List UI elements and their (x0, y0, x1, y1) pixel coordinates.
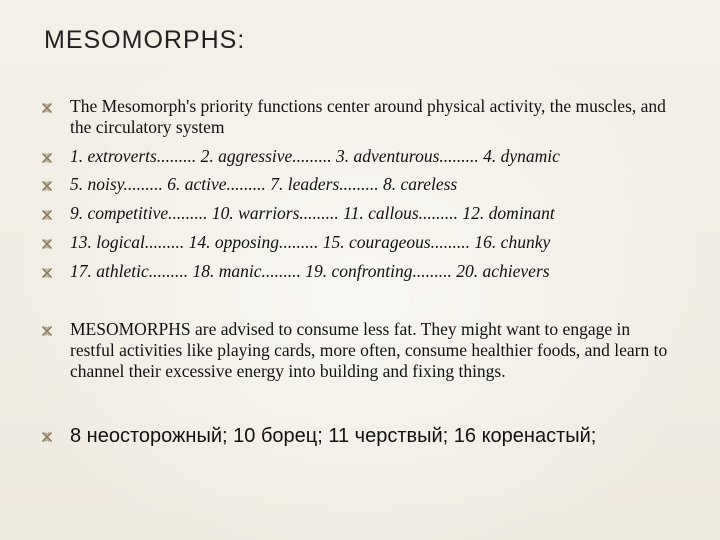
list-item: 1. extroverts......... 2. aggressive......... 3. adventurous......... 4. dynamic (70, 146, 560, 166)
list-item: 8 неосторожный; 10 борец; 11 черствый; 16 коренастый; (70, 425, 597, 447)
x-cross-bullet-icon (40, 430, 54, 444)
slide-title: MESOMORPHS: (44, 26, 246, 54)
list-item: 17. athletic......... 18. manic......... 19. confronting......... 20. achievers (70, 261, 550, 281)
x-cross-bullet-icon (40, 101, 54, 115)
list-item: 9. competitive......... 10. warriors......... 11. callous......... 12. dominant (70, 203, 555, 223)
list-item: 5. noisy......... 6. active......... 7. leaders......... 8. careless (70, 174, 458, 194)
x-cross-bullet-icon (40, 324, 54, 338)
x-cross-bullet-icon (40, 151, 54, 165)
list-item: 13. logical......... 14. opposing......... 15. courageous......... 16. chunky (70, 232, 551, 252)
x-cross-bullet-icon (40, 208, 54, 222)
x-cross-bullet-icon (40, 237, 54, 251)
list-item: The Mesomorph's priority functions center around physical activity, the muscles, and the circulatory system (70, 96, 666, 137)
list-item: MESOMORPHS are advised to consume less fat. They might want to engage in restful activities like playing cards, more often, consume healthier foods, and learn to channel their excessive energy into building and fixing things. (70, 319, 668, 381)
x-cross-bullet-icon (40, 179, 54, 193)
x-cross-bullet-icon (40, 266, 54, 280)
